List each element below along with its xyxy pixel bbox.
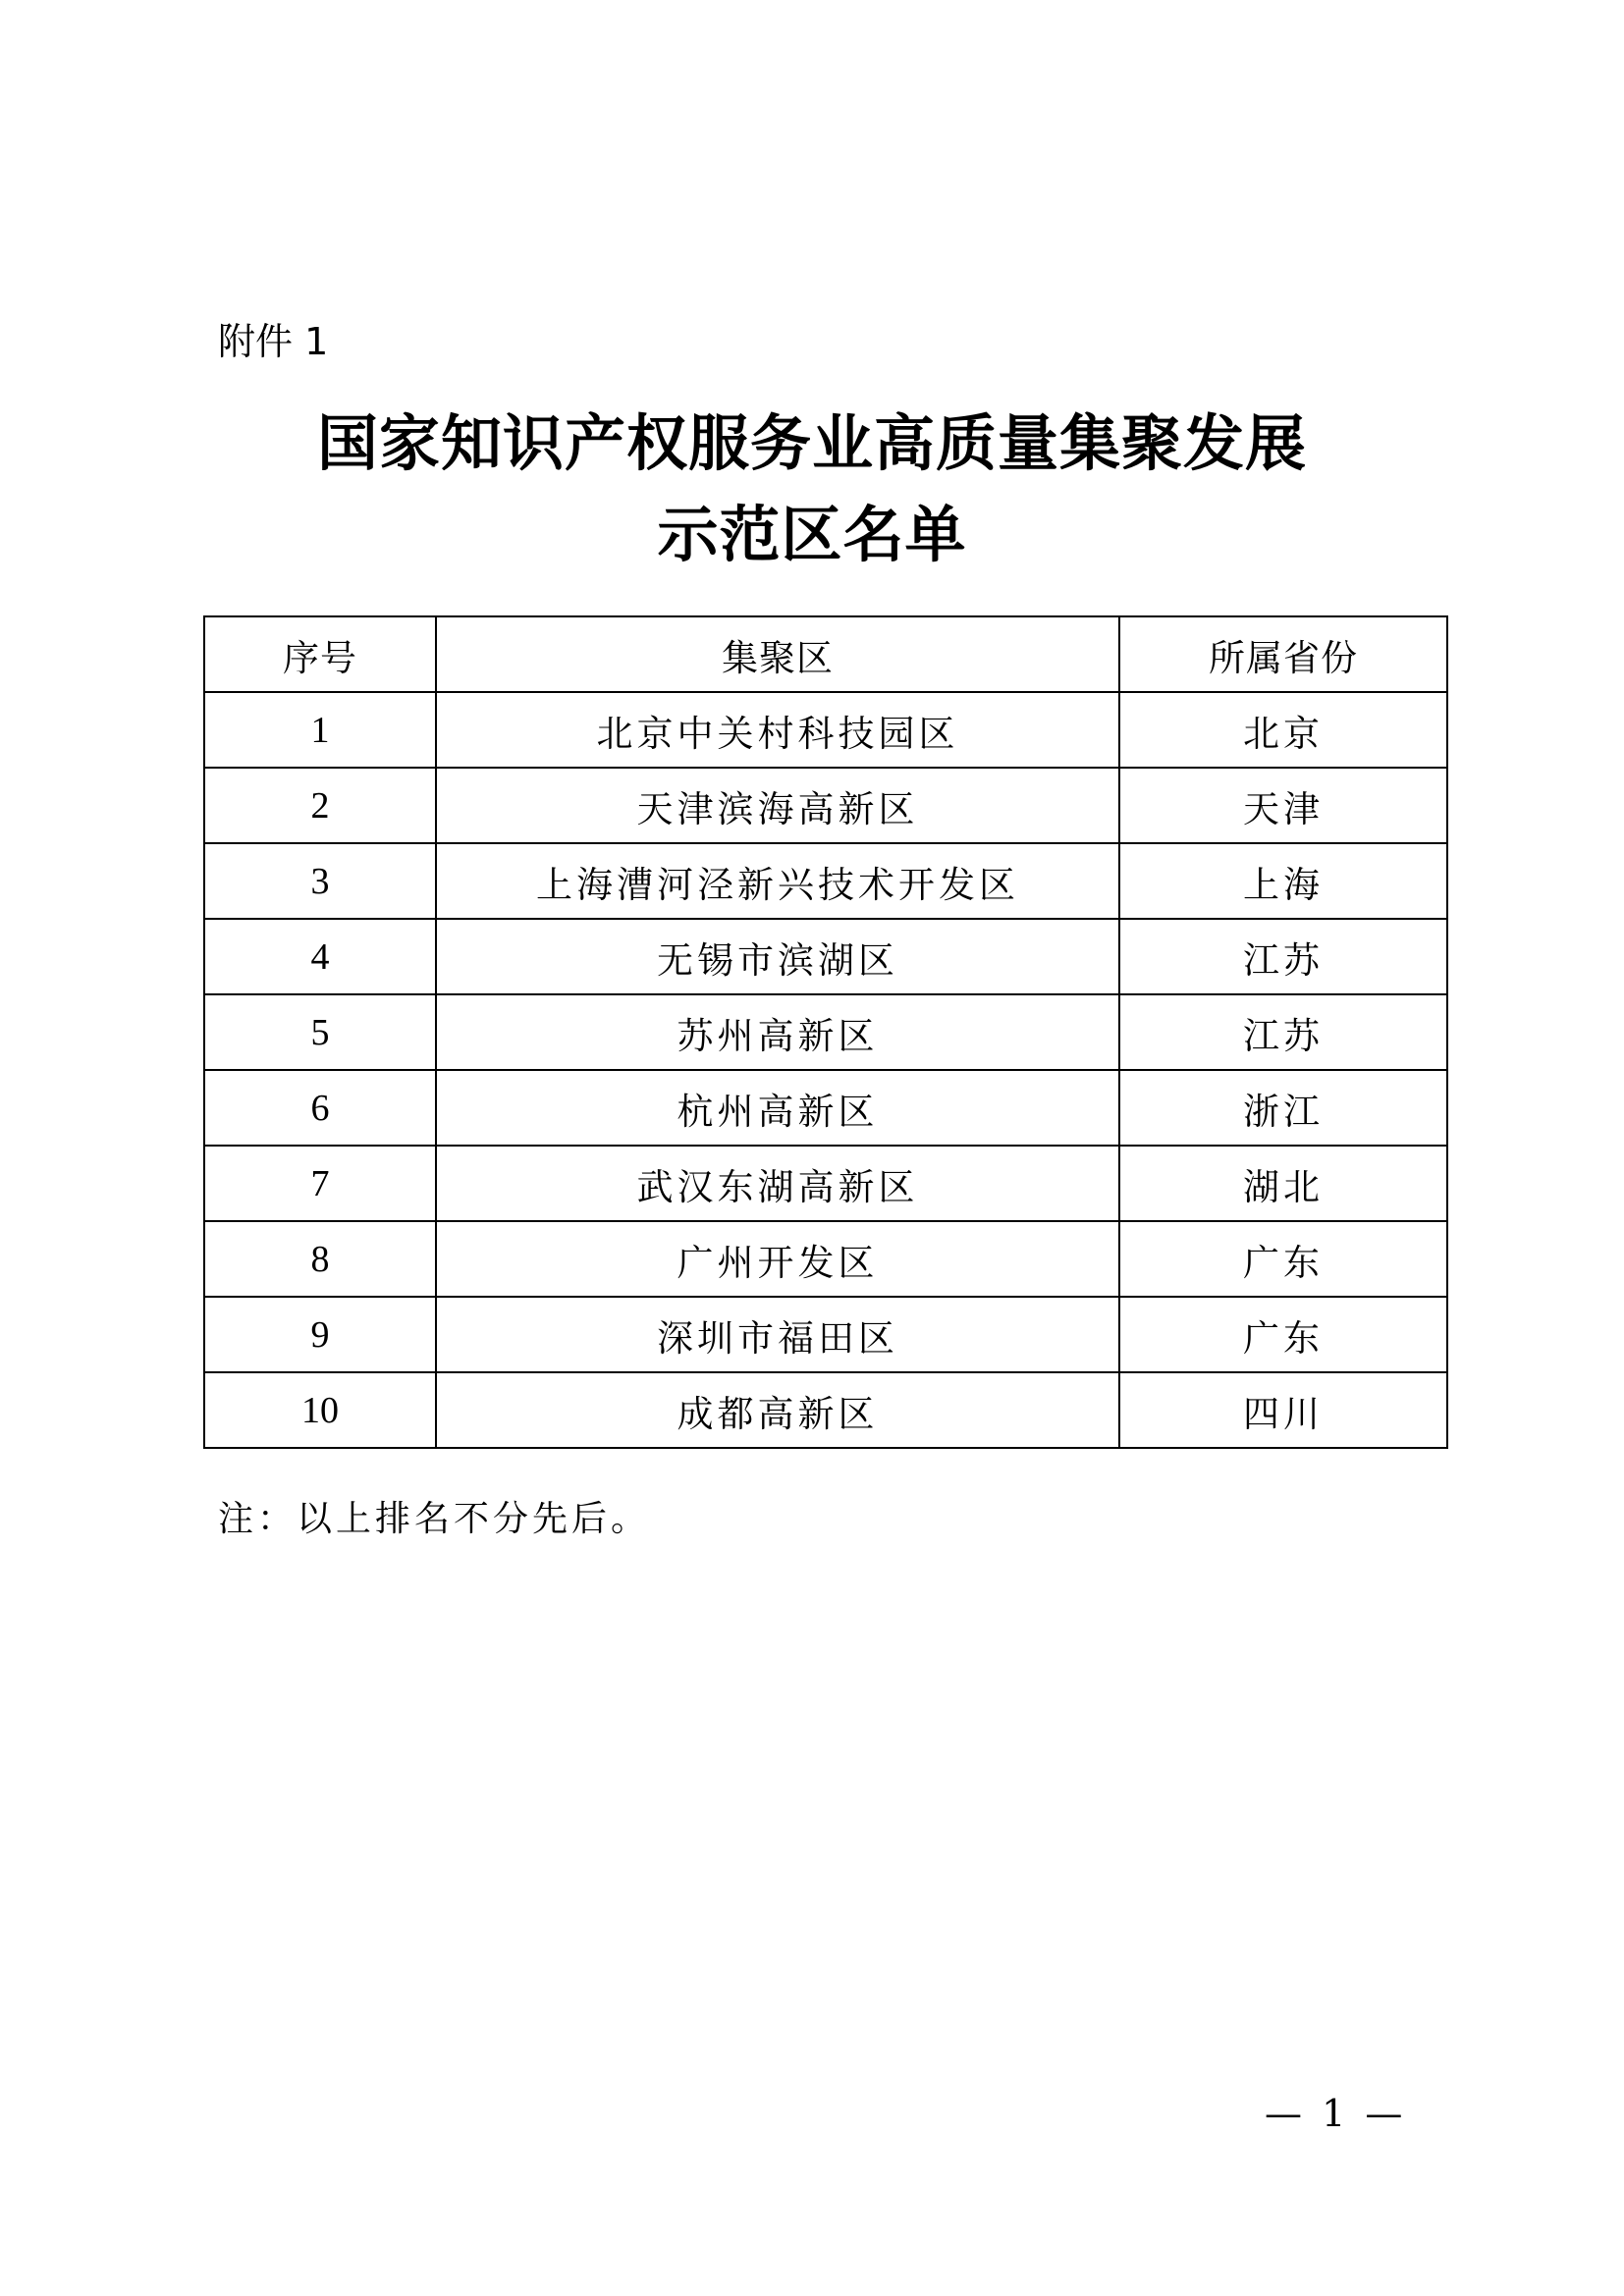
table-row — [204, 1372, 1447, 1448]
row-province: 江苏 — [1119, 994, 1447, 1070]
row-province: 浙江 — [1119, 1070, 1447, 1146]
row-zone: 深圳市福田区 — [436, 1297, 1119, 1372]
row-number: 6 — [204, 1070, 436, 1146]
row-province: 四川 — [1119, 1372, 1447, 1448]
footnote: 注：以上排名不分先后。 — [218, 1499, 651, 1539]
attachment-label: 附件 1 — [218, 320, 329, 363]
row-province: 江苏 — [1119, 919, 1447, 994]
row-number: 7 — [204, 1146, 436, 1221]
table-row — [204, 1146, 1447, 1221]
row-number: 4 — [204, 919, 436, 994]
row-zone: 无锡市滨湖区 — [436, 919, 1119, 994]
row-zone: 苏州高新区 — [436, 994, 1119, 1070]
row-zone: 武汉东湖高新区 — [436, 1146, 1119, 1221]
row-number: 5 — [204, 994, 436, 1070]
row-zone: 成都高新区 — [436, 1372, 1119, 1448]
header-province: 所属省份 — [1119, 616, 1447, 692]
row-province: 湖北 — [1119, 1146, 1447, 1221]
row-zone: 广州开发区 — [436, 1221, 1119, 1297]
row-number: 10 — [204, 1372, 436, 1448]
document-title-line-1: 国家知识产权服务业高质量集聚发展 — [316, 407, 1307, 479]
row-number: 3 — [204, 843, 436, 919]
row-province: 天津 — [1119, 768, 1447, 843]
table-row — [204, 692, 1447, 768]
row-zone: 北京中关村科技园区 — [436, 692, 1119, 768]
row-province: 上海 — [1119, 843, 1447, 919]
row-province: 广东 — [1119, 1297, 1447, 1372]
table-row — [204, 843, 1447, 919]
document-title-line-2: 示范区名单 — [657, 499, 967, 570]
row-zone: 杭州高新区 — [436, 1070, 1119, 1146]
table-row — [204, 919, 1447, 994]
row-province: 广东 — [1119, 1221, 1447, 1297]
row-province: 北京 — [1119, 692, 1447, 768]
table-row — [204, 768, 1447, 843]
row-number: 9 — [204, 1297, 436, 1372]
row-number: 8 — [204, 1221, 436, 1297]
table-row — [204, 994, 1447, 1070]
table-row — [204, 1297, 1447, 1372]
table-row — [204, 1221, 1447, 1297]
header-serial-number: 序号 — [204, 616, 436, 692]
row-number: 2 — [204, 768, 436, 843]
table-header-row — [204, 616, 1447, 692]
page-number: — 1 — — [1265, 2092, 1407, 2135]
table-row — [204, 1070, 1447, 1146]
row-zone: 上海漕河泾新兴技术开发区 — [436, 843, 1119, 919]
header-cluster-zone: 集聚区 — [436, 616, 1119, 692]
row-zone: 天津滨海高新区 — [436, 768, 1119, 843]
demonstration-zone-table — [203, 615, 1448, 1449]
row-number: 1 — [204, 692, 436, 768]
